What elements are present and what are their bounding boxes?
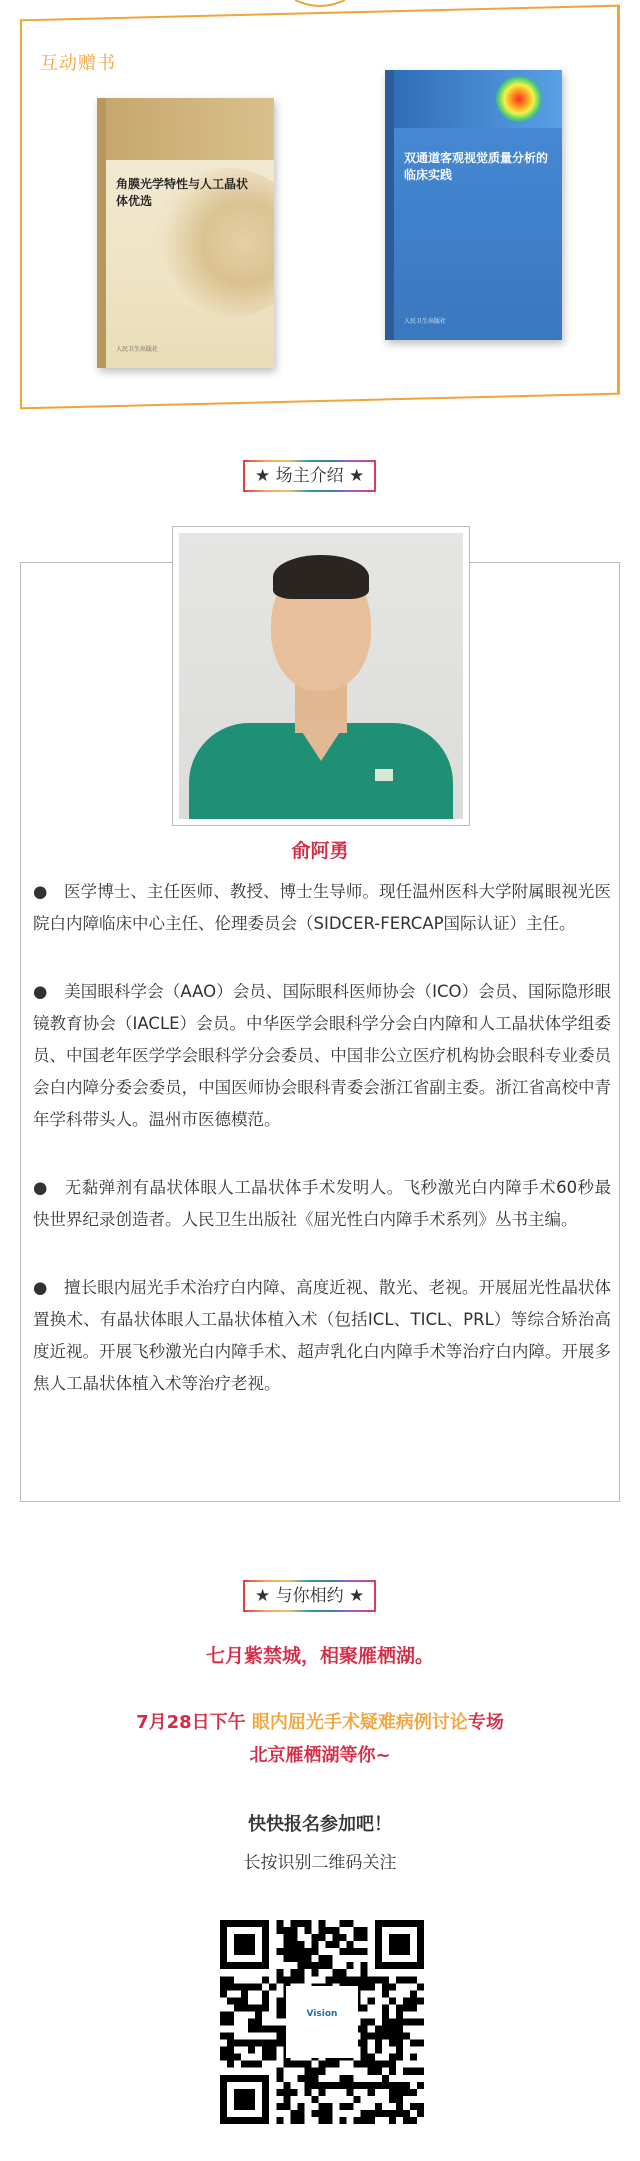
qr-logo-text: Vision xyxy=(306,2009,338,2019)
host-bio-paragraph: ● 医学博士、主任医师、教授、博士生导师。现任温州医科大学附属眼视光医院白内障临床中心主任、伦理委员会（SIDCER-FERCAP国际认证）主任。 xyxy=(33,882,611,933)
event-date: 7月28日下午 xyxy=(136,1712,252,1733)
event-topic: 眼内屈光手术疑难病例讨论 xyxy=(251,1712,468,1733)
gift-label-container xyxy=(28,52,128,76)
meet-section-badge: ★ 与你相约 ★ xyxy=(243,1580,376,1612)
host-bio-paragraph: ● 美国眼科学会（AAO）会员、国际眼科医师协会（ICO）会员、国际隐形眼镜教育协会（IACLE）会员。中华医学会眼科学分会白内障和人工晶状体学组委员、中国老年医学学会眼科学分会委员、中国非公立医疗机构协会眼科专业委员会白内障分委会委员，中国医师协会眼科青委会浙江省副主委。浙江省高校中青年学科带头人。温州市医德模范。 xyxy=(33,982,611,1129)
host-photo-frame xyxy=(172,526,470,826)
book-cover-2 xyxy=(385,70,562,340)
book-publisher: 人民卫生出版社 xyxy=(116,346,159,353)
top-decoration xyxy=(290,0,350,10)
event-date-topic xyxy=(0,1710,640,1736)
event-location: 北京雁栖湖等你~ xyxy=(249,1745,391,1766)
hair-shape xyxy=(273,555,369,599)
host-bio-paragraph: ● 无黏弹剂有晶状体眼人工晶状体手术发明人。飞秒激光白内障手术60秒最快世界纪录创造者。人民卫生出版社《屈光性白内障手术系列》丛书主编。 xyxy=(33,1178,611,1229)
host-photo xyxy=(179,533,463,819)
host-section-badge: ★ 场主介绍 ★ xyxy=(243,460,376,492)
event-topic-suffix: 专场 xyxy=(467,1712,504,1733)
host-bio-paragraph: ● 擅长眼内屈光手术治疗白内障、高度近视、散光、老视。开展屈光性晶状体置换术、有晶状体眼人工晶状体植入术（包括ICL、TICL、PRL）等综合矫治高度近视。开展飞秒激光白内障手术、超声乳化白内障手术等治疗白内障。开展多焦人工晶状体植入术等治疗老视。 xyxy=(33,1278,611,1393)
host-name: 俞阿勇 xyxy=(291,840,349,862)
qr-center-logo xyxy=(286,1986,358,2058)
gift-label: 互动赠书 xyxy=(40,53,116,74)
collar-shape xyxy=(295,721,347,761)
event-slogan: 七月紫禁城，相聚雁栖湖。 xyxy=(205,1645,434,1667)
signup-call: 快快报名参加吧！ xyxy=(248,1814,392,1835)
book-publisher: 人民卫生出版社 xyxy=(404,318,447,325)
book-cover-1 xyxy=(97,98,274,368)
book-title: 角膜光学特性与人工晶状体优选 xyxy=(116,177,249,208)
qr-instruction: 长按识别二维码关注 xyxy=(243,1853,397,1873)
book-cover-band xyxy=(106,98,274,160)
name-tag-shape xyxy=(375,769,393,781)
book-title: 双通道客观视觉质量分析的临床实践 xyxy=(404,151,549,182)
heatmap-illustration xyxy=(496,76,542,122)
